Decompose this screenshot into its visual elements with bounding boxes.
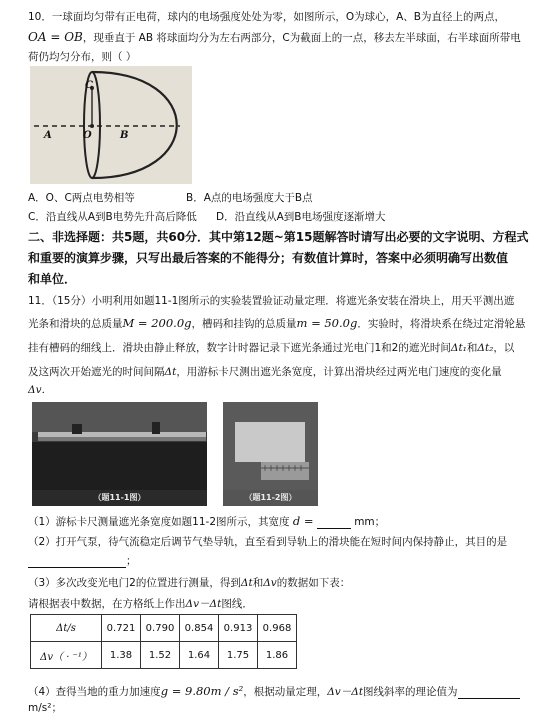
q10-line1: 10．一球面均匀带有正电荷，球内的电场强度处处为零，如图所示，O为球心，A、B为直径上的两点， — [28, 11, 506, 23]
table-cell: 0.790 — [141, 615, 180, 642]
choice-a: A．O、C两点电势相等 — [28, 192, 135, 204]
table-cell: 0.721 — [102, 615, 141, 642]
q11-line3-and: 和 — [466, 342, 478, 354]
q11-line1: 11．（15分）小明利用如题11-1图所示的实验装置验证动量定理．将遮光条安装在滑块上，用天平测出遮 — [28, 295, 515, 307]
label-b: B — [120, 130, 129, 141]
fig-11-1-caption: （题11-1图） — [93, 493, 146, 502]
q11-sub3-b: 的数据如下表： — [276, 577, 351, 589]
q10-hemisphere-figure — [30, 66, 192, 184]
table-cell: 0.854 — [180, 615, 219, 642]
table-row — [31, 615, 297, 642]
q11-line3 — [28, 341, 532, 355]
q11-line2 — [28, 316, 532, 331]
q10-choices-row1 — [28, 191, 532, 205]
table-cell: 1.38 — [102, 642, 141, 669]
q10-choices-row2 — [28, 210, 532, 224]
q11-sub3-line1 — [28, 576, 532, 590]
table-row — [31, 642, 297, 669]
q11-line2-a: 光条和滑块的总质量 — [28, 318, 123, 330]
q11-line4 — [28, 365, 532, 379]
d-answer-blank[interactable] — [317, 517, 351, 529]
q11-sub1-a: （1）游标卡尺测量遮光条宽度如题11-2图所示，其宽度 — [28, 516, 290, 528]
width-d: d = — [292, 514, 314, 528]
q11-sub2-line1: （2）打开气泵，待气流稳定后调节气垫导轨，直至看到导轨上的滑块能在短时间内保持静止，其目的是 — [28, 536, 508, 548]
q11-line3-a: 挂有槽码的细线上．滑块由静止释放，数字计时器记录下遮光条通过光电门1和2的遮光时间 — [28, 342, 451, 354]
delta-t: Δt — [164, 366, 177, 378]
section2-line3: 和单位． — [28, 272, 77, 286]
air-track-photo — [32, 402, 207, 490]
table-cell: 0.968 — [258, 615, 297, 642]
q10-line2-text: ，现垂直于 AB 将球面均分为左右两部分，C为截面上的一点，移去左半球面，右半球面所带电 — [82, 32, 521, 44]
q11-line5: Δv． — [28, 384, 53, 396]
q11-sub3-line2 — [28, 597, 532, 611]
delta-t1: Δt₁ — [450, 342, 467, 354]
section2-line1: 二、非选择题：共5题，共60分．其中第12题~第15题解答时请写出必要的文字说明、方程式 — [28, 230, 529, 244]
choice-d: D．沿直线从A到B电场强度逐渐增大 — [216, 211, 386, 223]
choice-b: B．A点的电场强度大于B点 — [186, 192, 313, 204]
sub3-delta-t: Δt — [240, 577, 253, 589]
q11-sub3-line2-b: 图线． — [221, 598, 253, 610]
q11-sub4-unit: m/s²； — [28, 702, 62, 714]
hemisphere-diagram — [30, 66, 192, 184]
q11-sub3-line2-a: 请根据表中数据，在方格纸上作出 — [28, 598, 186, 610]
q11-sub2-line2 — [28, 554, 532, 568]
row-header-dv: Δv（ · ⁻¹） — [31, 642, 102, 669]
table-cell: 1.64 — [180, 642, 219, 669]
dt-dv-data-table — [30, 614, 297, 669]
sub3-graph-name: Δv－Δt — [185, 598, 222, 610]
q11-sub2-end: ； — [126, 555, 137, 567]
q11-sub3-and: 和 — [252, 577, 264, 589]
mass-m: m = 50.0g — [296, 316, 358, 330]
fig-11-2-caption: （题11-2图） — [244, 493, 297, 502]
q11-sub4-a: （4）查得当地的重力加速度 — [28, 686, 161, 698]
table-cell: 0.913 — [219, 615, 258, 642]
table-cell: 1.52 — [141, 642, 180, 669]
slope-answer-blank[interactable] — [458, 687, 520, 699]
mass-M: M = 200.0g — [122, 316, 192, 330]
fig-11-1-photo — [32, 402, 207, 506]
table-cell: 1.86 — [258, 642, 297, 669]
q11-line4-b: ，用游标卡尺测出遮光条宽度，计算出滑块经过两光电门速度的变化量 — [176, 366, 502, 378]
q11-line2-b: ，槽码和挂钩的总质量 — [191, 318, 297, 330]
sub3-delta-v: Δv — [263, 577, 277, 589]
label-o: O — [83, 130, 92, 141]
choice-c: C．沿直线从A到B电势先升高后降低 — [28, 211, 197, 223]
q11-sub4-c: 图线斜率的理论值为 — [363, 686, 458, 698]
q11-line3-c: ，以 — [493, 342, 515, 354]
vernier-caliper-photo — [223, 402, 318, 490]
q11-sub3-a: （3）多次改变光电门2的位置进行测量，得到 — [28, 577, 241, 589]
sub4-graph-name: Δv－Δt — [327, 686, 364, 698]
row-header-dt: Δt/s — [31, 615, 102, 642]
q10-line2 — [28, 30, 532, 45]
delta-t2: Δt₂ — [477, 342, 494, 354]
label-a: A — [44, 130, 52, 141]
gravity-g: g = 9.80m / s² — [160, 684, 244, 698]
label-c: C — [85, 80, 93, 91]
q10-line3: 荷仍均匀分布，则（ ） — [28, 51, 137, 63]
purpose-answer-blank[interactable] — [28, 556, 126, 568]
q11-line2-c: ．实验时，将滑块系在绕过定滑轮悬 — [357, 318, 526, 330]
q11-sub1 — [28, 514, 532, 529]
fig-11-2-photo — [223, 402, 318, 506]
section2-line2: 和重要的演算步骤，只写出最后答案的不能得分；有数值计算时，答案中必须明确写出数值 — [28, 251, 509, 265]
q11-sub4-line1 — [28, 684, 532, 699]
q10-oa-ob-formula: OA = OB — [28, 30, 83, 44]
q11-sub4-b: ，根据动量定理， — [243, 686, 328, 698]
q11-line4-a: 及这两次开始遮光的时间间隔 — [28, 366, 165, 378]
q11-sub1-b: mm； — [354, 516, 386, 528]
table-cell: 1.75 — [219, 642, 258, 669]
